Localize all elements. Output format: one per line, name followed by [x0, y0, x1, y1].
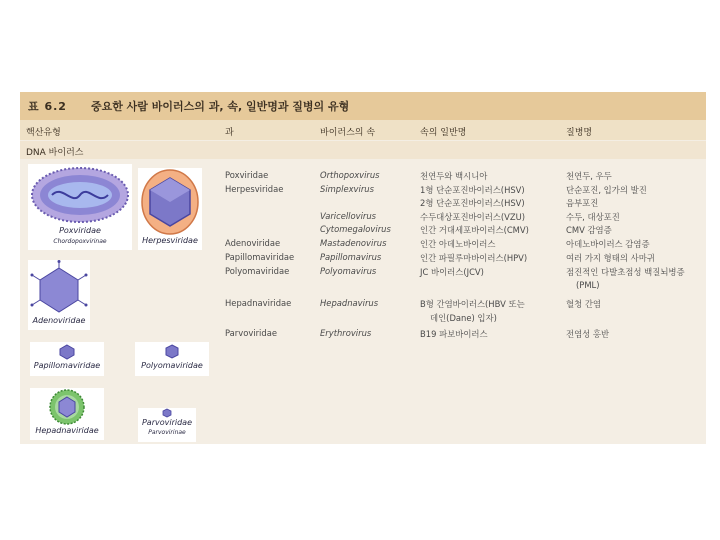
poxvirus-icon: [28, 164, 132, 226]
poxviridae-sublabel: Chordopoxvirinae: [53, 238, 107, 245]
adenoviridae-illustration: [28, 260, 90, 330]
row-family: Papillomaviridae: [225, 252, 295, 262]
row-family: Poxviridae: [225, 170, 269, 180]
row-disease: 여러 가지 형태의 사마귀: [566, 253, 655, 263]
row-common: B형 간염바이러스(HBV 또는: [420, 299, 525, 309]
table-panel: [20, 92, 706, 444]
row-genus: Polyomavirus: [320, 266, 377, 276]
parvovirus-icon: [138, 408, 196, 418]
herpesviridae-illustration: [138, 168, 202, 250]
header-disease: 질병명: [566, 128, 593, 138]
papillomaviridae-illustration: [30, 342, 104, 376]
row-genus: Erythrovirus: [320, 328, 372, 338]
row-disease: 음부포진: [566, 198, 599, 208]
row-genus: Orthopoxvirus: [320, 170, 380, 180]
table-title: 중요한 사람 바이러스의 과, 속, 일반명과 질병의 유형: [90, 100, 350, 113]
parvoviridae-illustration: [138, 408, 196, 442]
poxviridae-label: Poxviridae: [59, 226, 101, 235]
row-disease: 천연두, 우두: [566, 171, 612, 181]
table-row: [20, 266, 706, 278]
row-common: JC 바이러스(JCV): [420, 267, 484, 277]
row-genus: Hepadnavirus: [320, 298, 379, 308]
header-family: 과: [225, 128, 234, 138]
row-common: 1형 단순포진바이러스(HSV): [420, 185, 525, 195]
row-disease: 아데노바이러스 감염증: [566, 239, 650, 249]
section-label: DNA 바이러스: [26, 148, 84, 158]
adenoviridae-label: Adenoviridae: [32, 316, 86, 325]
hepadnaviridae-illustration: [30, 388, 104, 440]
table-row: [20, 328, 706, 340]
row-genus: Varicellovirus: [320, 211, 377, 221]
header-genus: 바이러스의 속: [320, 128, 376, 138]
herpesviridae-label: Herpesviridae: [142, 236, 198, 245]
herpesvirus-icon: [138, 168, 202, 236]
section-row: [20, 141, 706, 159]
row-genus: Simplexvirus: [320, 184, 374, 194]
papillomaviridae-label: Papillomaviridae: [33, 361, 101, 370]
row-common: 인간 거대세포바이러스(CMV): [420, 225, 529, 235]
row-common: 2형 단순포진바이러스(HSV): [420, 198, 525, 208]
row-genus: Cytomegalovirus: [320, 224, 391, 234]
row-common: 천연두와 백시니아: [420, 171, 488, 181]
header-nucleic: 핵산유형: [26, 128, 61, 138]
table-header-row: [20, 120, 706, 140]
row-common: 인간 아데노바이러스: [420, 239, 496, 249]
polyomaviridae-label: Polyomaviridae: [141, 361, 203, 370]
row-disease: 단순포진, 입가의 발진: [566, 185, 647, 195]
table-row: [20, 280, 706, 292]
hepadnaviridae-label: Hepadnaviridae: [35, 426, 99, 435]
table-number: 표 6.2: [28, 100, 67, 113]
row-family: Hepadnaviridae: [225, 298, 292, 308]
row-disease: 전염성 홍반: [566, 329, 610, 339]
row-common: B19 파보바이러스: [420, 329, 488, 339]
header-common: 속의 일반명: [420, 128, 467, 138]
table-row: [20, 252, 706, 264]
hepadnavirus-icon: [30, 388, 104, 426]
table-title-bar: [20, 92, 706, 120]
row-family: Parvoviridae: [225, 328, 277, 338]
poxviridae-illustration: [28, 164, 132, 250]
table-row: [20, 298, 706, 310]
parvoviridae-sublabel: Parvovirinae: [148, 429, 186, 436]
row-disease: 혈청 간염: [566, 299, 602, 309]
row-disease: CMV 감염증: [566, 225, 612, 235]
row-family: Polyomaviridae: [225, 266, 290, 276]
row-genus: Papillomavirus: [320, 252, 382, 262]
table-row: [20, 312, 706, 324]
parvoviridae-label: Parvoviridae: [141, 418, 192, 427]
papillomavirus-icon: [30, 342, 104, 360]
adenovirus-icon: [28, 260, 90, 316]
polyomavirus-icon: [135, 342, 209, 360]
row-disease: 점진적인 다발초점성 백질뇌병증: [566, 267, 685, 277]
polyomaviridae-illustration: [135, 342, 209, 376]
row-family: Herpesviridae: [225, 184, 284, 194]
row-common: 인간 파필루마바이러스(HPV): [420, 253, 528, 263]
row-disease: (PML): [576, 280, 600, 290]
row-genus: Mastadenovirus: [320, 238, 387, 248]
row-family: Adenoviridae: [225, 238, 281, 248]
row-common: 데인(Dane) 입자): [430, 313, 497, 323]
row-disease: 수두, 대상포진: [566, 212, 620, 222]
row-common: 수두대상포진바이러스(VZU): [420, 212, 526, 222]
